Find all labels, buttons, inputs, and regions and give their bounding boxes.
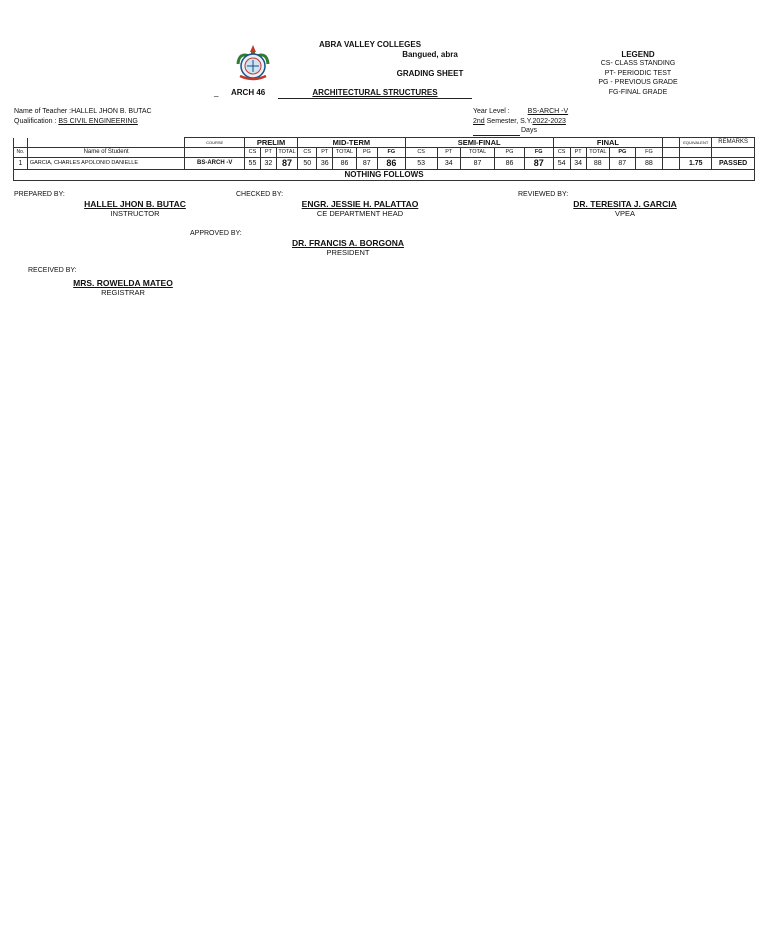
school-location: Bangued, abra <box>402 50 458 59</box>
table-row <box>14 158 755 170</box>
prepared-block <box>72 199 198 218</box>
prelim-pt: 32 <box>260 158 276 170</box>
reviewed-name: DR. TERESITA J. GARCIA <box>573 199 677 209</box>
semifinal-total: 87 <box>461 158 495 170</box>
approved-name: DR. FRANCIS A. BORGONA <box>291 238 405 248</box>
legend-item: FG-FINAL GRADE <box>608 88 668 96</box>
year-level-line <box>473 108 578 115</box>
reviewed-label: REVIEWED BY: <box>518 191 569 198</box>
reviewed-block <box>560 199 690 218</box>
prepared-role: INSTRUCTOR <box>110 209 160 218</box>
prepared-label: PREPARED BY: <box>14 191 65 198</box>
semifinal-cs: 53 <box>405 158 437 170</box>
approved-label: APPROVED BY: <box>190 230 242 237</box>
midterm-pg: 87 <box>356 158 377 170</box>
header-dash: _ <box>214 88 219 97</box>
sub-header: TOTAL <box>461 148 495 158</box>
course-title <box>278 88 472 97</box>
final-pt: 34 <box>570 158 586 170</box>
days-underline <box>473 135 520 136</box>
semester-ordinal: 2nd <box>473 118 485 125</box>
midterm-fg: 86 <box>377 158 405 170</box>
year-level-label: Year Level : <box>473 108 510 115</box>
qualification-line <box>14 118 138 125</box>
course-title-underline <box>278 98 472 99</box>
final-fg: 88 <box>635 158 663 170</box>
year-level-value: BS-ARCH -V <box>527 108 569 115</box>
legend <box>590 50 686 97</box>
midterm-pt: 36 <box>317 158 333 170</box>
sub-header: PG <box>610 148 636 158</box>
school-name: ABRA VALLEY COLLEGES <box>318 40 422 49</box>
equivalent-grade: 1.75 <box>680 158 712 170</box>
received-block <box>60 278 186 297</box>
checked-name: ENGR. JESSIE H. PALATTAO <box>301 199 419 209</box>
sub-header: PT <box>437 148 460 158</box>
sub-header: CS <box>298 148 317 158</box>
checked-role: CE DEPARTMENT HEAD <box>316 209 404 218</box>
final-pg: 87 <box>610 158 636 170</box>
school-year: 2022-2023 <box>532 118 566 125</box>
nothing-follows: NOTHING FOLLOWS <box>14 170 755 181</box>
sub-header: TOTAL <box>586 148 609 158</box>
course-code: ARCH 46 <box>231 88 266 97</box>
nothing-follows-row <box>14 170 755 181</box>
equivalent-header: EQUIVALENT <box>680 138 712 148</box>
qualification-value: BS CIVIL ENGINEERING <box>58 118 138 125</box>
days-label: Days <box>521 127 537 134</box>
sub-header: PT <box>570 148 586 158</box>
sub-header: PG <box>356 148 377 158</box>
course-header: COURSE <box>185 138 245 148</box>
period-midterm: MID-TERM <box>298 138 406 148</box>
legend-title: LEGEND <box>621 50 655 59</box>
sub-header: TOTAL <box>333 148 356 158</box>
semifinal-fg: 87 <box>524 158 553 170</box>
received-role: REGISTRAR <box>101 288 145 297</box>
approved-block <box>280 238 416 257</box>
doc-title: GRADING SHEET <box>396 69 464 78</box>
checked-label: CHECKED BY: <box>236 191 284 198</box>
legend-item: PG - PREVIOUS GRADE <box>598 79 678 86</box>
grade-table <box>13 137 755 181</box>
period-semifinal: SEMI-FINAL <box>405 138 553 148</box>
received-name: MRS. ROWELDA MATEO <box>73 278 173 288</box>
sub-header: TOTAL <box>276 148 297 158</box>
midterm-cs: 50 <box>298 158 317 170</box>
legend-item: CS- CLASS STANDING <box>600 60 676 67</box>
teacher-line <box>14 108 152 115</box>
college-seal-logo <box>234 42 272 82</box>
course-title-text: ARCHITECTURAL STRUCTURES <box>312 88 438 97</box>
qualification-label: Qualification : <box>14 118 57 125</box>
received-label: RECEIVED BY: <box>28 267 77 274</box>
prelim-cs: 55 <box>244 158 260 170</box>
sub-header: FG <box>377 148 405 158</box>
legend-item: PT- PERIODIC TEST <box>604 69 672 77</box>
approved-role: PRESIDENT <box>326 248 370 257</box>
teacher-name: HALLEL JHON B. BUTAC <box>71 108 152 115</box>
sub-header: PT <box>317 148 333 158</box>
period-final: FINAL <box>553 138 663 148</box>
remarks-header: REMARKS <box>712 138 755 148</box>
teacher-label: Name of Teacher : <box>14 108 72 115</box>
reviewed-role: VPEA <box>614 209 635 218</box>
semester-line <box>473 118 566 125</box>
remarks-value: PASSED <box>712 158 755 170</box>
sub-header: FG <box>635 148 663 158</box>
prepared-name: HALLEL JHON B. BUTAC <box>84 199 186 209</box>
no-header: No. <box>14 148 28 158</box>
final-cs: 54 <box>553 158 570 170</box>
period-header-row <box>14 138 755 148</box>
checked-block <box>290 199 430 218</box>
semifinal-pg: 86 <box>495 158 525 170</box>
final-total: 88 <box>586 158 609 170</box>
prelim-total: 87 <box>276 158 297 170</box>
student-course: BS-ARCH -V <box>185 158 245 170</box>
sub-header: PG <box>495 148 525 158</box>
name-header: Name of Student <box>27 148 185 158</box>
sub-header: CS <box>553 148 570 158</box>
midterm-total: 86 <box>333 158 356 170</box>
row-no: 1 <box>14 158 28 170</box>
student-name: GARCIA, CHARLES APOLONIO DANIELLE <box>27 158 185 170</box>
sub-header: CS <box>244 148 260 158</box>
period-prelim: PRELIM <box>244 138 297 148</box>
subheader-row <box>14 148 755 158</box>
sub-header: PT <box>260 148 276 158</box>
semifinal-pt: 34 <box>437 158 460 170</box>
sub-header: CS <box>405 148 437 158</box>
sub-header: FG <box>524 148 553 158</box>
semester-text: Semester, S.Y. <box>486 118 533 125</box>
